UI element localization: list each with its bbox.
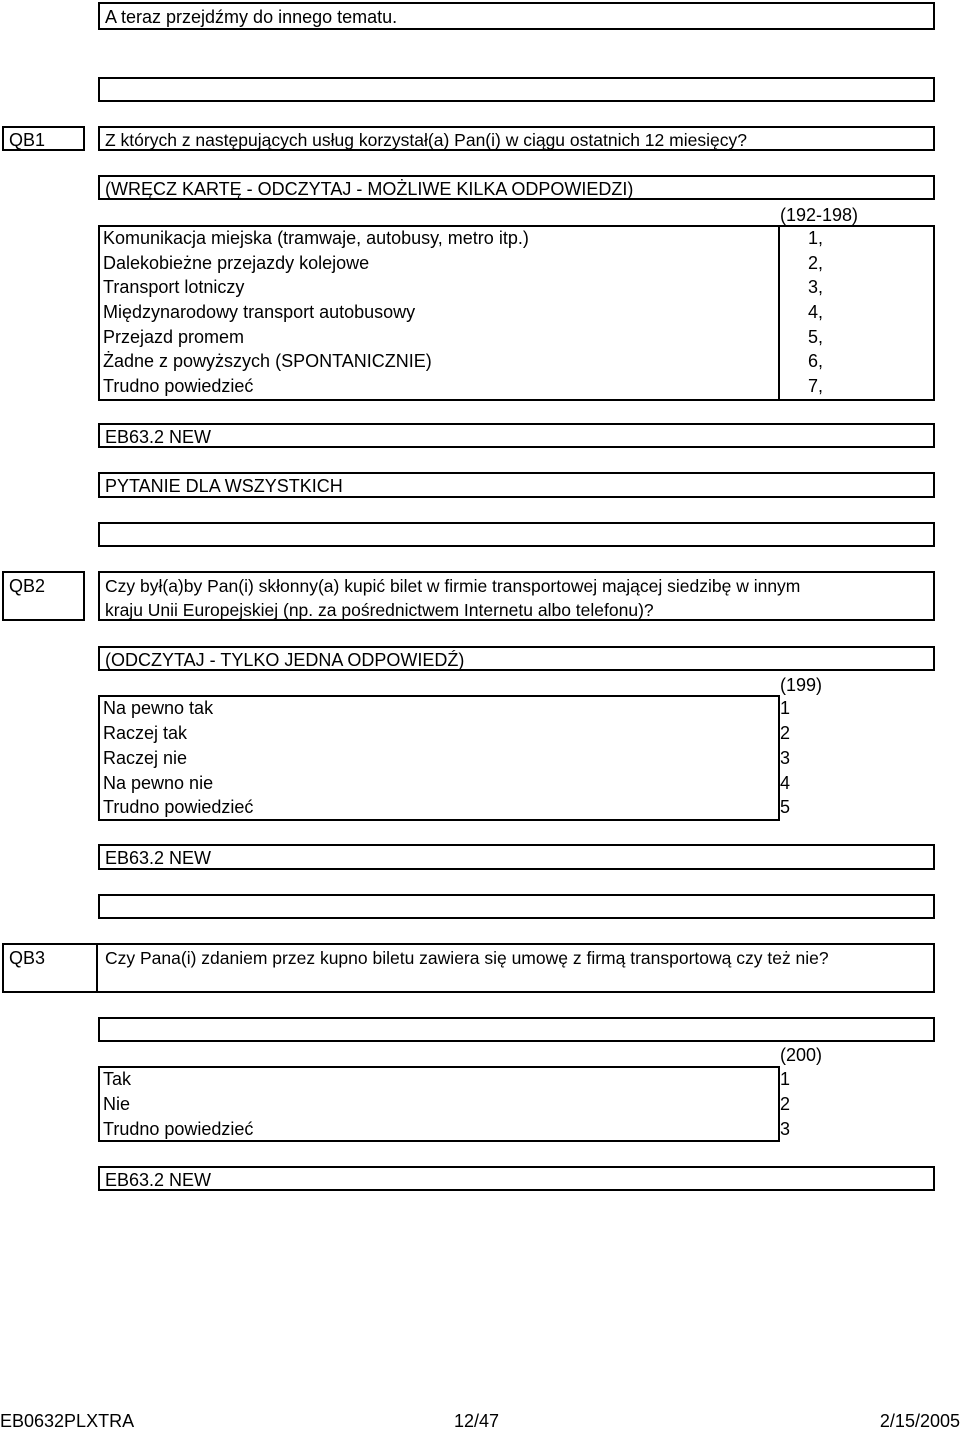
divider [98,399,935,401]
qb1-column-ref: (192-198) [780,205,859,225]
qb3-column-ref: (200) [780,1045,823,1065]
answer-label: Raczej nie [103,748,188,768]
empty-box [98,894,935,919]
answer-label: Trudno powiedzieć [103,1119,254,1139]
qb1-filter-box [98,472,935,498]
answer-label: Dalekobieżne przejazdy kolejowe [103,253,370,273]
answer-label: Raczej tak [103,723,188,743]
qb3-source-box [98,1166,935,1191]
answer-code: 1, [808,228,824,248]
answer-code: 4 [780,773,791,793]
qb2-column-ref: (199) [780,675,823,695]
qb1-instruction-box [98,175,935,200]
topic-change-box [98,2,935,30]
answer-code: 1 [780,698,791,718]
question-text-line1: Czy był(a)by Pan(i) skłonny(a) kupić bilet w firmie transportowej mającej siedzibę w innym [105,576,801,596]
answer-label: Na pewno tak [103,698,214,718]
answer-code: 3, [808,277,824,297]
answer-code: 1 [780,1069,791,1089]
answer-label: Przejazd promem [103,327,245,347]
answer-label: Tak [103,1069,132,1089]
answer-code: 3 [780,1119,791,1139]
footer-page-number: 12/47 [454,1411,500,1431]
empty-box [98,1017,935,1042]
source-text: EB63.2 NEW [105,848,212,868]
answer-label: Transport lotniczy [103,277,245,297]
qb3-id-box [2,943,98,993]
question-id: QB3 [9,948,46,968]
instruction-text: (ODCZYTAJ - TYLKO JEDNA ODPOWIEDŹ) [105,650,465,670]
question-text: Czy Pana(i) zdaniem przez kupno biletu zawiera się umowę z firmą transportową czy też nie? [105,948,829,968]
question-text: Z których z następujących usług korzystał(a) Pan(i) w ciągu ostatnich 12 miesięcy? [105,130,747,150]
answer-code: 3 [780,748,791,768]
answer-label: Nie [103,1094,131,1114]
answer-label: Międzynarodowy transport autobusowy [103,302,416,322]
answer-code: 5, [808,327,824,347]
answer-label: Komunikacja miejska (tramwaje, autobusy, metro itp.) [103,228,529,248]
qb2-instruction-box [98,646,935,671]
qb2-source-box [98,844,935,870]
answer-label: Na pewno nie [103,773,214,793]
question-id: QB1 [9,130,46,150]
footer-doc-id: EB0632PLXTRA [0,1411,135,1431]
filter-text: PYTANIE DLA WSZYSTKICH [105,476,343,496]
qb1-code-column [778,225,935,401]
topic-change-text: A teraz przejdźmy do innego tematu. [105,7,398,27]
qb3-question-box [96,943,935,993]
instruction-text: (WRĘCZ KARTĘ - ODCZYTAJ - MOŻLIWE KILKA ODPOWIEDZI) [105,179,634,199]
answer-label: Żadne z powyższych (SPONTANICZNIE) [103,351,432,371]
qb1-source-box [98,423,935,448]
question-id: QB2 [9,576,46,596]
source-text: EB63.2 NEW [105,427,212,447]
qb2-question-box [98,571,935,621]
empty-box [98,77,935,102]
source-text: EB63.2 NEW [105,1170,212,1190]
answer-label: Trudno powiedzieć [103,797,254,817]
answer-code: 5 [780,797,791,817]
answer-label: Trudno powiedzieć [103,376,254,396]
empty-box [98,522,935,547]
answer-code: 2 [780,723,791,743]
answer-code: 6, [808,351,824,371]
answer-code: 4, [808,302,824,322]
qb1-question-box [98,126,935,151]
footer-date: 2/15/2005 [879,1411,960,1431]
qb1-id-box [2,126,85,151]
answer-code: 2 [780,1094,791,1114]
answer-code: 2, [808,253,824,273]
question-text-line2: kraju Unii Europejskiej (np. za pośrednictwem Internetu albo telefonu)? [105,600,654,620]
answer-code: 7, [808,376,824,396]
qb2-id-box [2,571,85,621]
